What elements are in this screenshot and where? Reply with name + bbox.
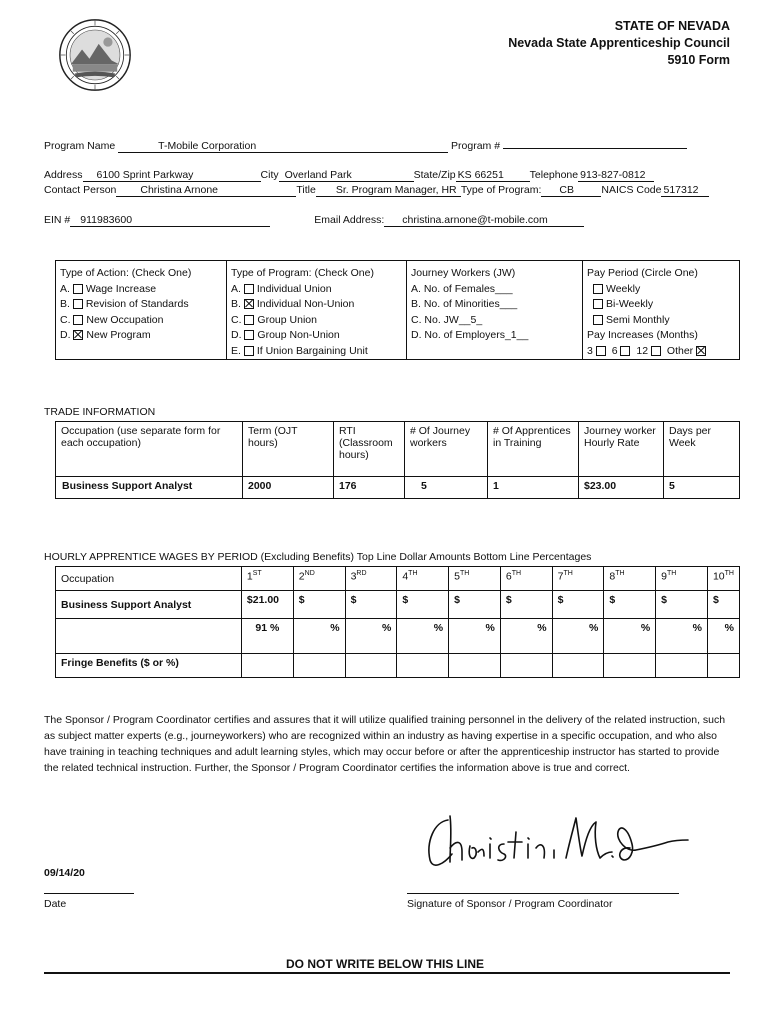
wages-table [55,566,740,678]
date-label: Date [44,898,67,910]
type-of-action-section [56,261,227,359]
checkbox-weekly[interactable] [593,284,603,294]
program-type-label: Type of Program: [460,184,542,196]
trade-header-journey-workers: # Of Journey workers [405,422,488,477]
nevada-state-seal-icon [58,18,132,92]
period-2-header: 2ND [293,567,345,591]
fringe-3[interactable] [345,654,397,678]
telephone-field[interactable]: 913-827-0812 [578,169,654,182]
naics-field[interactable]: 517312 [661,184,709,197]
program-option-a[interactable]: A. Individual Union [231,282,332,295]
state-zip-label: State/Zip [413,169,456,181]
fringe-benefits-row [56,654,740,678]
checkbox-individual-union[interactable] [244,284,254,294]
period-7-header: 7TH [552,567,604,591]
pay-increases-label: Pay Increases (Months) [587,329,698,341]
wage-dollar-3[interactable]: $ [345,591,397,619]
checkbox-wage-increase[interactable] [73,284,83,294]
state-zip-field[interactable]: KS 66251 [456,169,530,182]
program-details-box [55,260,740,360]
wage-percent-5[interactable]: % [449,619,501,654]
period-3-header: 3RD [345,567,397,591]
wage-dollar-7[interactable]: $ [552,591,604,619]
date-underline [44,893,134,894]
trade-header-days-per-week: Days per Week [664,422,740,477]
wage-percent-2[interactable]: % [293,619,345,654]
trade-term[interactable]: 2000 [243,477,334,499]
wage-dollar-2[interactable]: $ [293,591,345,619]
program-name-field[interactable]: T-Mobile Corporation [118,140,448,153]
type-of-program-section [227,261,407,359]
program-type-field[interactable]: CB [541,184,601,197]
trade-header-occupation: Occupation (use separate form for each occupation) [56,422,243,477]
action-option-a[interactable]: A. Wage Increase [60,282,157,295]
wages-occupation-label: Occupation [56,567,242,591]
fringe-8[interactable] [604,654,656,678]
type-of-program-title: Type of Program: (Check One) [231,267,374,279]
pay-bi-weekly[interactable]: Bi-Weekly [587,297,735,313]
wages-occupation[interactable]: Business Support Analyst [56,591,242,619]
period-8-header: 8TH [604,567,656,591]
city-label: City [260,169,279,181]
trade-journey-workers[interactable]: 5 [405,477,488,499]
action-option-d[interactable]: D. New Program [60,329,151,341]
telephone-label: Telephone [529,169,579,181]
fringe-5[interactable] [449,654,501,678]
wages-title: HOURLY APPRENTICE WAGES BY PERIOD (Excluding Benefits) Top Line Dollar Amounts Bottom Line Percentages [44,551,592,563]
certification-text: The Sponsor / Program Coordinator certifies and assures that it will utilize qualified training personnel in the delivery of the related instruction, such as subject matter experts (e.g., journeyworkers) who are recognized within an industry as having expertise in a specific occupation, and who also have training in teaching techniques and adult learning styles, which may occur before or after the apprenticeship instructor has started to provide the related technical instruction. Further, the Sponsor / Program Coordinator certifies the information above is true and correct. [44,714,726,774]
contact-person-label: Contact Person [44,184,117,196]
journey-count[interactable]: C. No. JW__5_ [411,313,483,326]
period-4-header: 4TH [397,567,449,591]
wage-percent-10[interactable]: % [707,619,739,654]
action-option-c[interactable]: C. New Occupation [60,313,164,326]
signature-label: Signature of Sponsor / Program Coordinator [407,898,613,910]
trade-header-hourly-rate: Journey worker Hourly Rate [579,422,664,477]
trade-header-row [56,422,740,477]
period-9-header: 9TH [656,567,708,591]
wage-percent-8[interactable]: % [604,619,656,654]
program-option-e[interactable]: E. If Union Bargaining Unit [231,344,368,357]
address-row [44,169,654,182]
journey-females[interactable]: A. No. of Females___ [411,282,513,295]
fringe-10[interactable] [707,654,739,678]
program-name-label: Program Name [44,140,116,152]
period-6-header: 6TH [500,567,552,591]
trade-information-title: TRADE INFORMATION [44,406,156,418]
ein-row [44,214,584,227]
contact-row [44,184,709,197]
pay-weekly[interactable]: Weekly [587,282,735,298]
trade-apprentices[interactable]: 1 [488,477,579,499]
email-field[interactable]: christina.arnone@t-mobile.com [384,214,584,227]
wage-dollar-10[interactable]: $ [707,591,739,619]
period-1-header: 1ST [241,567,293,591]
period-10-header: 10TH [707,567,739,591]
signature-date[interactable]: 09/14/20 [44,867,85,879]
address-label: Address [44,169,83,181]
pay-period-title: Pay Period (Circle One) [587,267,698,279]
signature-underline [407,893,679,894]
journey-workers-section [407,261,583,359]
trade-data-row [56,477,740,499]
wage-dollar-8[interactable]: $ [604,591,656,619]
checkbox-increase-12[interactable] [651,346,661,356]
wage-percent-9[interactable]: % [656,619,708,654]
trade-header-rti: RTI (Classroom hours) [334,422,405,477]
wages-percent-blank [56,619,242,654]
title-field[interactable]: Sr. Program Manager, HR [316,184,461,197]
pay-increases-options: 3 6 12 Other [587,344,735,360]
fringe-1[interactable] [241,654,293,678]
wages-header-row [56,567,740,591]
fringe-9[interactable] [656,654,708,678]
pay-semi-monthly[interactable]: Semi Monthly [587,313,735,329]
checkbox-new-occupation[interactable] [73,315,83,325]
checkbox-group-non-union[interactable] [244,330,254,340]
trade-days-per-week[interactable]: 5 [664,477,740,499]
form-header [508,18,730,69]
journey-minorities[interactable]: B. No. of Minorities___ [411,298,518,310]
program-number-field[interactable] [503,148,687,149]
fringe-4[interactable] [397,654,449,678]
checkbox-revision-of-standards[interactable] [73,299,83,309]
program-name-row [44,140,687,153]
form-number: 5910 Form [667,53,730,67]
journey-workers-title: Journey Workers (JW) [411,267,516,279]
handwritten-signature [420,808,690,878]
trade-information-table [55,421,740,499]
period-5-header: 5TH [449,567,501,591]
wage-dollar-9[interactable]: $ [656,591,708,619]
wage-dollar-6[interactable]: $ [500,591,552,619]
do-not-write-notice: DO NOT WRITE BELOW THIS LINE [286,957,484,971]
state-title: STATE OF NEVADA [614,19,730,33]
ein-label: EIN # [44,214,71,226]
wage-percent-3[interactable]: % [345,619,397,654]
checkbox-increase-3[interactable] [596,346,606,356]
program-number-label: Program # [451,140,501,152]
trade-occupation[interactable]: Business Support Analyst [56,477,243,499]
checkbox-increase-other[interactable] [696,346,706,356]
wage-percent-7[interactable]: % [552,619,604,654]
email-label: Email Address: [314,214,385,226]
council-title: Nevada State Apprenticeship Council [508,36,730,50]
wage-dollar-1[interactable]: $21.00 [241,591,293,619]
wage-percent-1[interactable]: 91 % [241,619,293,654]
wages-percent-row [56,619,740,654]
checkbox-group-union[interactable] [244,315,254,325]
wages-dollar-row [56,591,740,619]
wage-dollar-5[interactable]: $ [449,591,501,619]
ein-field[interactable]: 911983600 [70,214,270,227]
footer-divider [44,972,730,974]
fringe-7[interactable] [552,654,604,678]
trade-rti[interactable]: 176 [334,477,405,499]
program-option-c[interactable]: C. Group Union [231,313,317,326]
city-field[interactable]: Overland Park [279,169,414,182]
fringe-benefits-label: Fringe Benefits ($ or %) [56,654,242,678]
journey-employers[interactable]: D. No. of Employers_1__ [411,329,529,341]
wage-percent-4[interactable]: % [397,619,449,654]
checkbox-increase-6[interactable] [620,346,630,356]
pay-period-section [583,261,739,359]
checkbox-bi-weekly[interactable] [593,299,603,309]
trade-header-apprentices: # Of Apprentices in Training [488,422,579,477]
checkbox-semi-monthly[interactable] [593,315,603,325]
action-option-b[interactable]: B. Revision of Standards [60,298,189,310]
program-option-d[interactable]: D. Group Non-Union [231,329,340,341]
trade-hourly-rate[interactable]: $23.00 [579,477,664,499]
trade-header-term: Term (OJT hours) [243,422,334,477]
checkbox-individual-non-union[interactable] [244,299,254,309]
fringe-6[interactable] [500,654,552,678]
naics-label: NAICS Code [601,184,662,196]
fringe-2[interactable] [293,654,345,678]
title-label: Title [296,184,316,196]
checkbox-union-bargaining-unit[interactable] [244,346,254,356]
address-field[interactable]: 6100 Sprint Parkway [83,169,261,182]
type-of-action-title: Type of Action: (Check One) [60,267,192,279]
program-option-b[interactable]: B. Individual Non-Union [231,298,355,310]
contact-person-field[interactable]: Christina Arnone [116,184,296,197]
checkbox-new-program[interactable] [73,330,83,340]
wage-percent-6[interactable]: % [500,619,552,654]
wage-dollar-4[interactable]: $ [397,591,449,619]
